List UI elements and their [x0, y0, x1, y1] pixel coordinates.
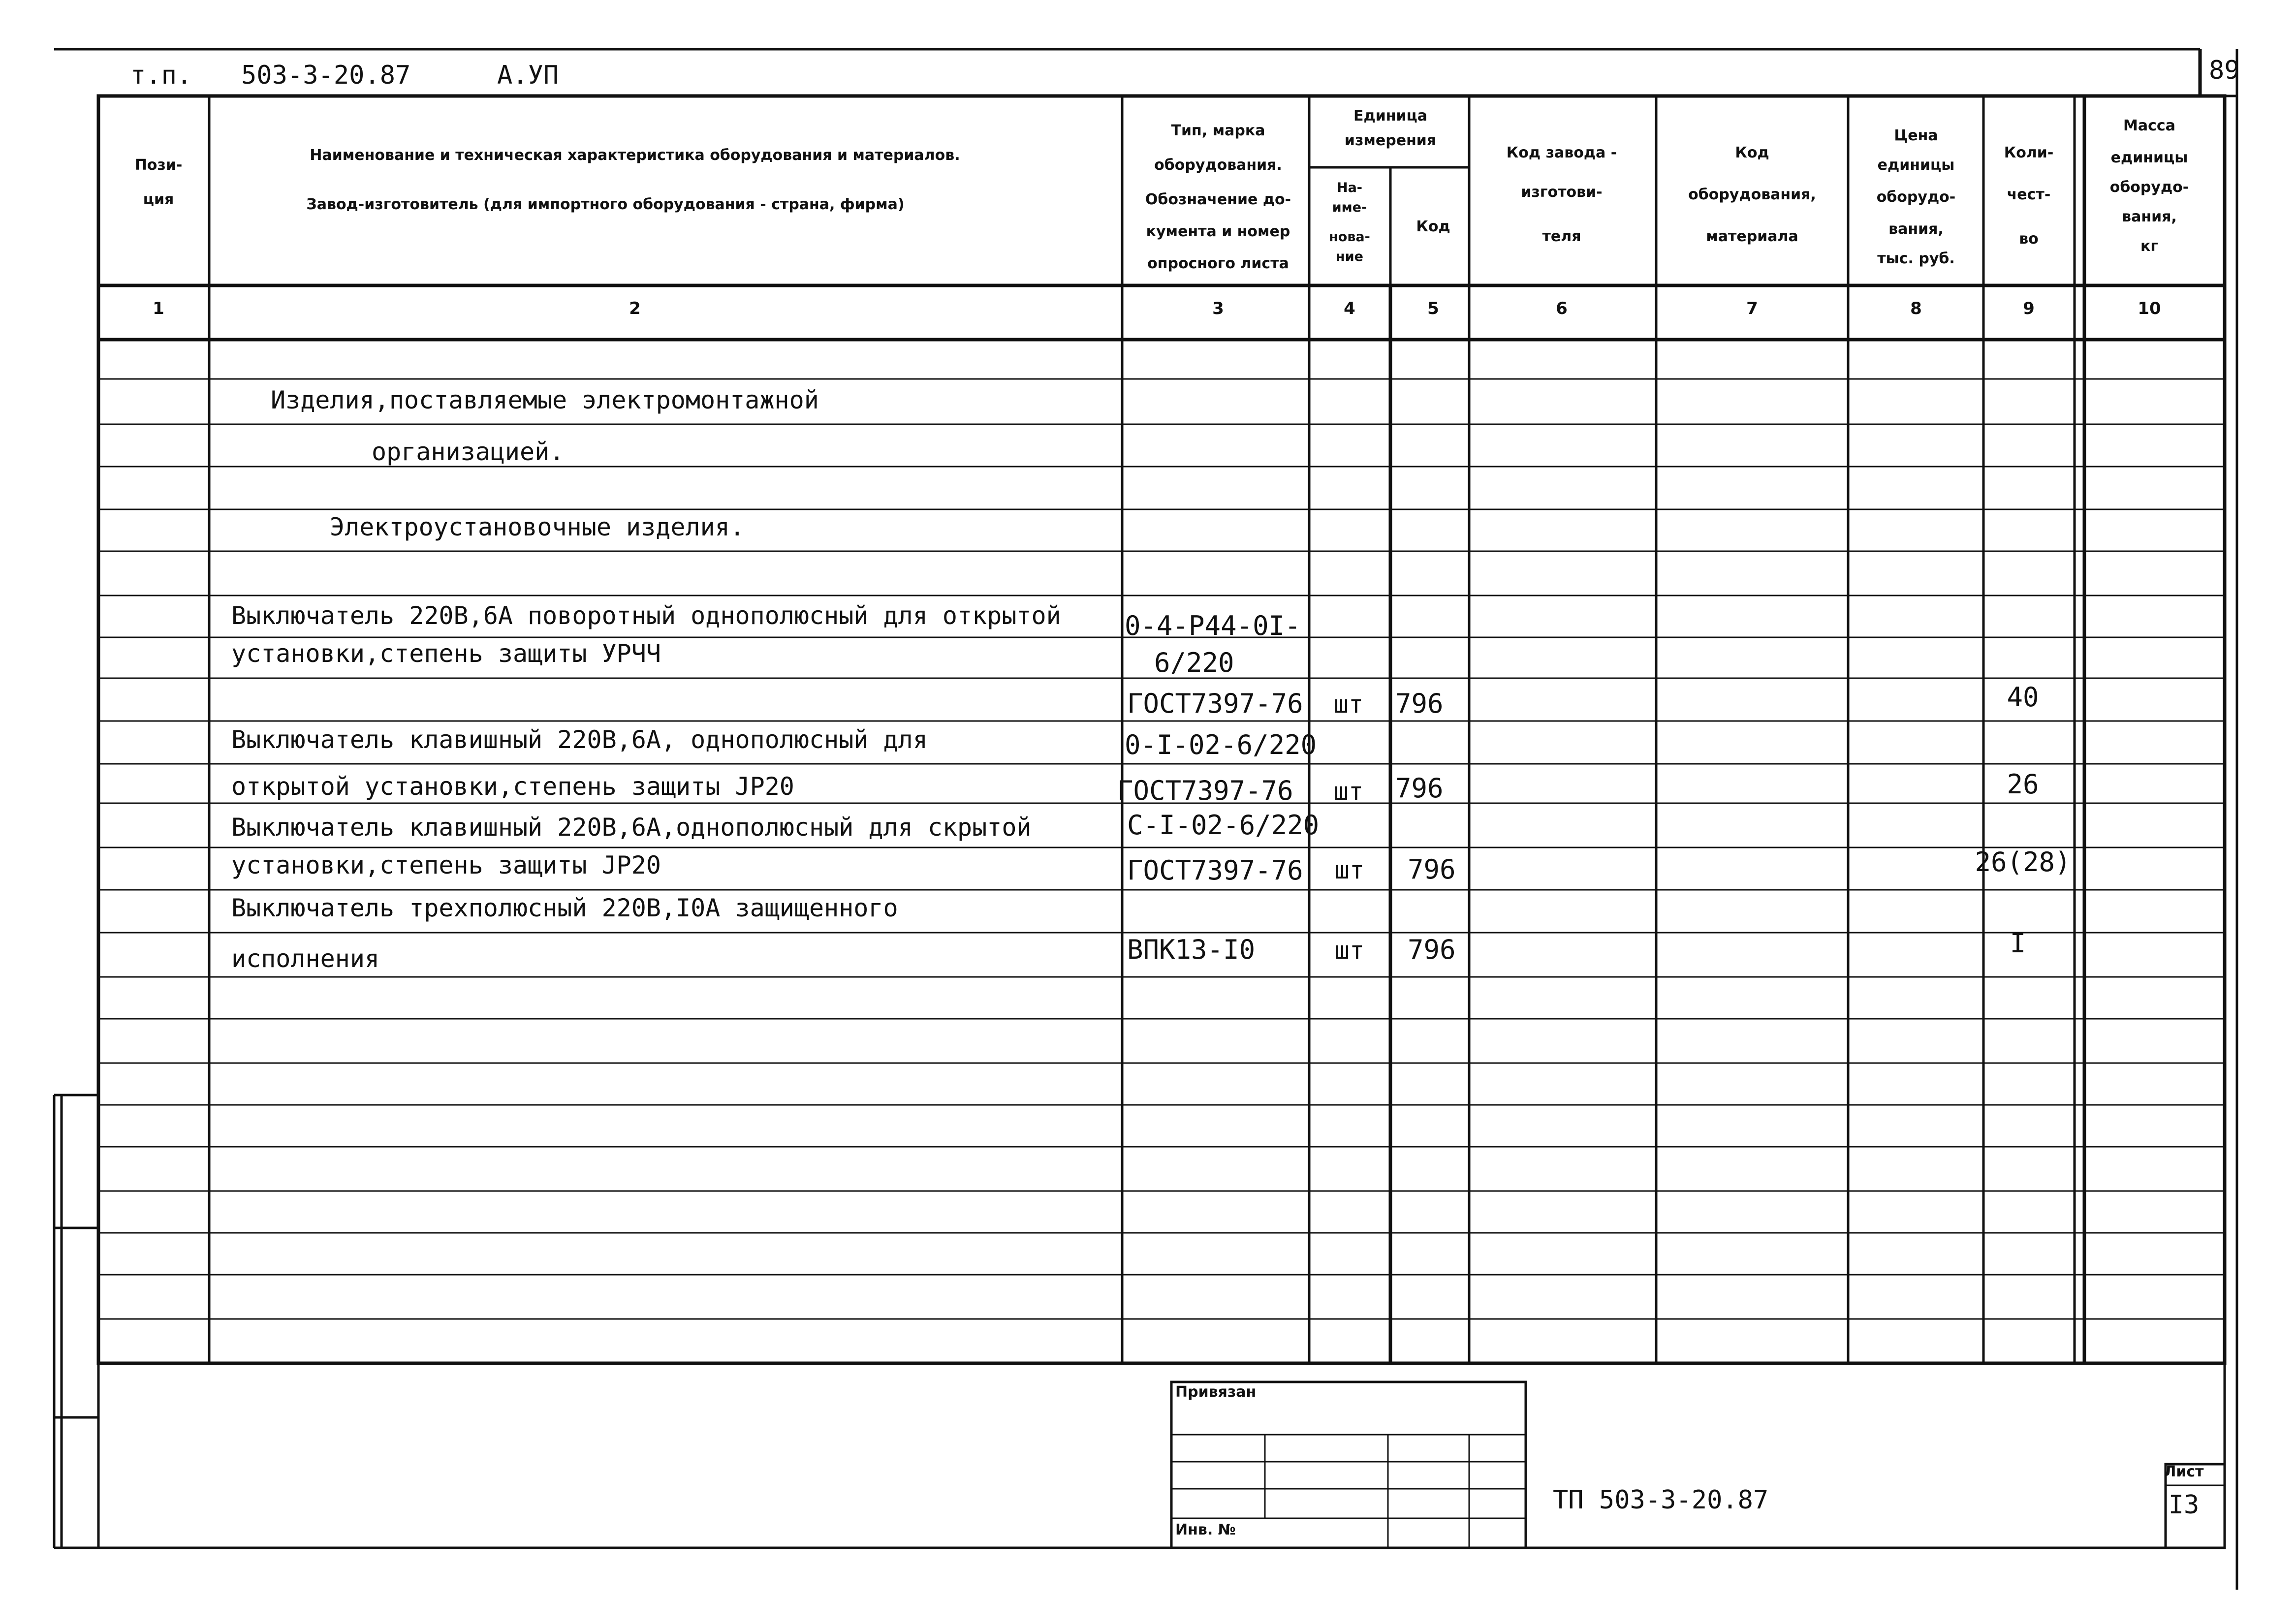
item2-type: 0-I-02-6/220	[1125, 729, 1317, 760]
header-col10-line4: вания,	[2122, 208, 2177, 225]
item1-standard: ГОСТ7397-76	[1127, 688, 1303, 719]
header-col4-line2: име-	[1332, 200, 1367, 215]
item2-name-line2: открытой установки,степень защиты ЈР20	[231, 772, 794, 801]
item3-unit-code: 796	[1408, 854, 1456, 885]
header-col8-line4: вания,	[1888, 220, 1944, 238]
header-col3-line4: кумента и номер	[1146, 223, 1290, 240]
header-col5: Код	[1416, 218, 1450, 235]
header-col6-line3: теля	[1542, 228, 1581, 245]
item1-type-line2: 6/220	[1154, 647, 1234, 678]
col-number-10: 10	[2138, 299, 2161, 318]
subsection-title: Электроустановочные изделия.	[330, 513, 745, 541]
col-number-6: 6	[1556, 299, 1568, 318]
item2-name-line1: Выключатель клавишный 220В,6А, однополюсный для	[231, 725, 928, 754]
item2-standard: ГОСТ7397-76	[1117, 775, 1293, 806]
header-col9-line3: во	[2019, 230, 2039, 248]
item4-name-line2: исполнения	[231, 944, 380, 973]
header-col1-line1: Пози-	[134, 157, 183, 174]
header-col3-line2: оборудования.	[1154, 157, 1282, 174]
item3-qty: 26(28)	[1975, 847, 2071, 878]
item3-name-line1: Выключатель клавишный 220В,6А,однополюсный для скрытой	[231, 813, 1032, 842]
project-code: 503-3-20.87	[241, 61, 411, 90]
album-code: А.УП	[497, 61, 559, 90]
header-col4-line3: нова-	[1329, 229, 1370, 245]
stamp-doc-code: ТП 503-3-20.87	[1553, 1485, 1769, 1515]
stamp-inv-label: Инв. №	[1175, 1521, 1236, 1538]
header-col2-line1: Наименование и техническая характеристика оборудования и материалов.	[310, 147, 960, 164]
header-col7-line2: оборудования,	[1688, 186, 1816, 203]
header-col10-line5: кг	[2140, 238, 2159, 255]
item3-type: С-I-02-6/220	[1127, 810, 1320, 841]
col-number-9: 9	[2023, 299, 2035, 318]
header-col4-line4: ние	[1336, 249, 1363, 264]
header-col8-line3: оборудо-	[1876, 188, 1956, 206]
item2-unit-code: 796	[1395, 773, 1444, 804]
header-col8-line1: Цена	[1894, 127, 1938, 144]
col-number-8: 8	[1910, 299, 1922, 318]
header-col1-line2: ция	[143, 191, 174, 208]
sheet-prefix: т.п.	[130, 61, 192, 90]
header-unit-group-line1: Единица	[1353, 107, 1427, 125]
header-col9-line2: чест-	[2007, 186, 2051, 203]
item3-name-line2: установки,степень защиты ЈР20	[231, 851, 661, 879]
section-title-line2: организацией.	[372, 438, 565, 466]
page-number: 89	[2209, 56, 2240, 85]
item4-qty: I	[2010, 928, 2026, 959]
col-number-7: 7	[1746, 299, 1758, 318]
text-layer	[130, 56, 2240, 1538]
col-number-4: 4	[1344, 299, 1355, 318]
header-col8-line5: тыс. руб.	[1877, 250, 1955, 267]
stamp-sheet-number: I3	[2168, 1490, 2200, 1520]
item2-qty: 26	[2007, 769, 2039, 800]
header-col8-line2: единицы	[1877, 157, 1955, 174]
header-unit-group-line2: измерения	[1344, 132, 1437, 149]
item1-name-line2: установки,степень защиты УРЧЧ	[231, 639, 661, 668]
item1-qty: 40	[2007, 682, 2039, 713]
item4-name-line1: Выключатель трехполюсный 220В,I0А защищенного	[231, 894, 898, 922]
header-col4-line1: На-	[1336, 180, 1363, 195]
stamp-sheet-label: Лист	[2164, 1463, 2204, 1480]
header-col3-line1: Тип, марка	[1171, 122, 1265, 139]
item3-standard: ГОСТ7397-76	[1127, 855, 1303, 886]
section-title-line1: Изделия,поставляемые электромонтажной	[271, 386, 819, 414]
item4-unit-code: 796	[1408, 934, 1456, 965]
header-col3-line5: опросного листа	[1147, 255, 1289, 272]
header-col7-line1: Код	[1735, 144, 1769, 161]
stamp-bound-label: Привязан	[1175, 1383, 1257, 1401]
header-col10-line2: единицы	[2110, 149, 2188, 166]
header-col10-line3: оборудо-	[2109, 179, 2189, 196]
item1-type-line1: 0-4-Р44-0I-	[1125, 610, 1301, 641]
header-col10-line1: Масса	[2123, 117, 2175, 134]
item3-unit: шт	[1334, 856, 1365, 884]
item1-name-line1: Выключатель 220В,6А поворотный однополюсный для открытой	[231, 601, 1061, 630]
item1-unit-code: 796	[1395, 688, 1444, 719]
item4-type: ВПК13-I0	[1127, 934, 1256, 965]
header-col9-line1: Коли-	[2004, 144, 2054, 161]
col-number-2: 2	[629, 299, 641, 318]
col-number-5: 5	[1427, 299, 1439, 318]
col-number-1: 1	[153, 299, 164, 318]
col-number-3: 3	[1212, 299, 1224, 318]
item2-unit: шт	[1333, 777, 1364, 806]
item1-unit: шт	[1333, 690, 1364, 719]
header-col7-line3: материала	[1706, 228, 1798, 245]
item4-unit: шт	[1334, 936, 1365, 965]
header-col3-line3: Обозначение до-	[1145, 191, 1291, 208]
header-col2-line2: Завод-изготовитель (для импортного оборудования - страна, фирма)	[306, 196, 905, 213]
header-col6-line1: Код завода -	[1506, 144, 1617, 161]
header-col6-line2: изготови-	[1521, 184, 1603, 201]
